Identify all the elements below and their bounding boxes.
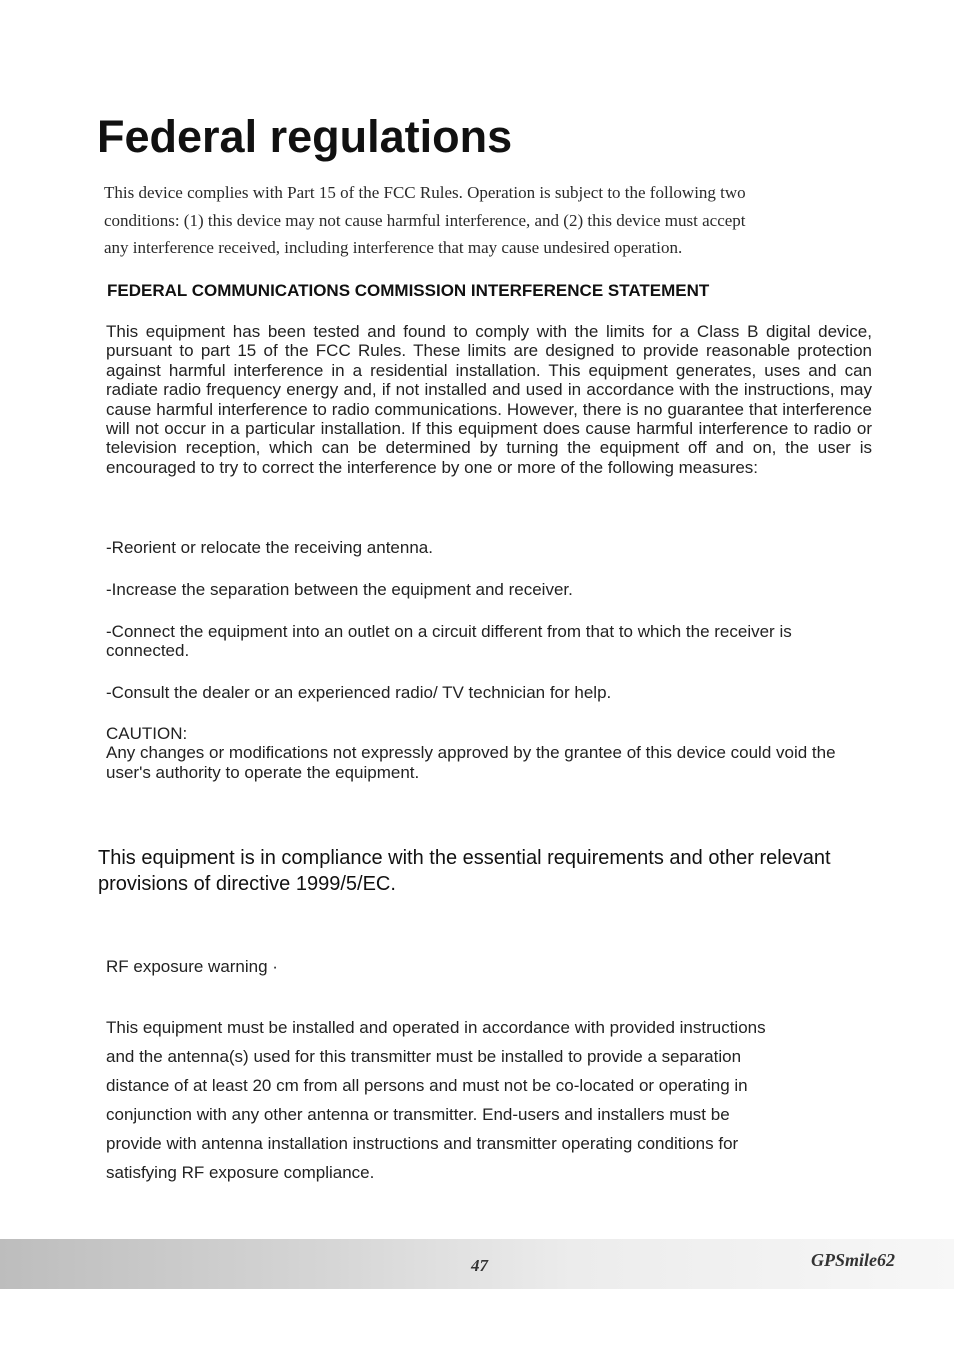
rf-line: satisfying RF exposure compliance. [106,1163,375,1182]
rf-exposure-heading: RF exposure warning · [106,957,278,976]
caution-label: CAUTION: [106,724,188,743]
measure-item: -Consult the dealer or an experienced radio/ TV technician for help. [106,683,612,702]
rf-line: conjunction with any other antenna or transmitter. End-users and installers must be [106,1105,730,1124]
fcc-section-heading: FEDERAL COMMUNICATIONS COMMISSION INTERFERENCE STATEMENT [107,281,710,300]
rf-line: This equipment must be installed and operated in accordance with provided instructions [106,1018,766,1037]
page-number: 47 [471,1256,488,1275]
rf-line: and the antenna(s) used for this transmitter must be installed to provide a separation [106,1047,742,1066]
directive-compliance-statement: This equipment is in compliance with the essential requirements and other relevant provisions of directive 1999/5/EC. [98,847,831,895]
caution-text: Any changes or modifications not expressly approved by the grantee of this device could void the user's authority to operate the equipment. [106,743,836,782]
document-name: GPSmile62 [811,1250,895,1270]
caution-block [106,724,876,782]
rf-line: provide with antenna installation instructions and transmitter operating conditions for [106,1134,739,1153]
measure-item: -Connect the equipment into an outlet on a circuit different from that to which the receiver is connected. [106,622,792,661]
fcc-part15-intro [104,179,834,262]
rf-line: distance of at least 20 cm from all persons and must not be co-located or operating in [106,1076,748,1095]
interference-statement: This equipment has been tested and found to comply with the limits for a Class B digital device, pursuant to part 15 of the FCC Rules. These limits are designed to provide reasonable protection against harmful interference in a residential installation. This equipment generates, uses and can radiate radio frequency energy and, if not installed and used in accordance with the instructions, may cause harmful interference to radio communications. However, there is no guarantee that interference will not occur in a particular installation. If this equipment does cause harmful interference to radio or television reception, which can be determined by turning the equipment off and on, the user is encouraged to try to correct the interference by one or more of the following measures: [106,322,872,477]
intro-line: any interference received, including interference that may cause undesired operation. [104,238,683,257]
intro-line: This device complies with Part 15 of the FCC Rules. Operation is subject to the following two [104,183,746,202]
measure-item: -Increase the separation between the equipment and receiver. [106,580,573,599]
rf-exposure-text [106,1013,866,1187]
measure-item: -Reorient or relocate the receiving antenna. [106,538,433,557]
page-title: Federal regulations [97,111,513,162]
intro-line: conditions: (1) this device may not cause harmful interference, and (2) this device must accept [104,210,746,230]
